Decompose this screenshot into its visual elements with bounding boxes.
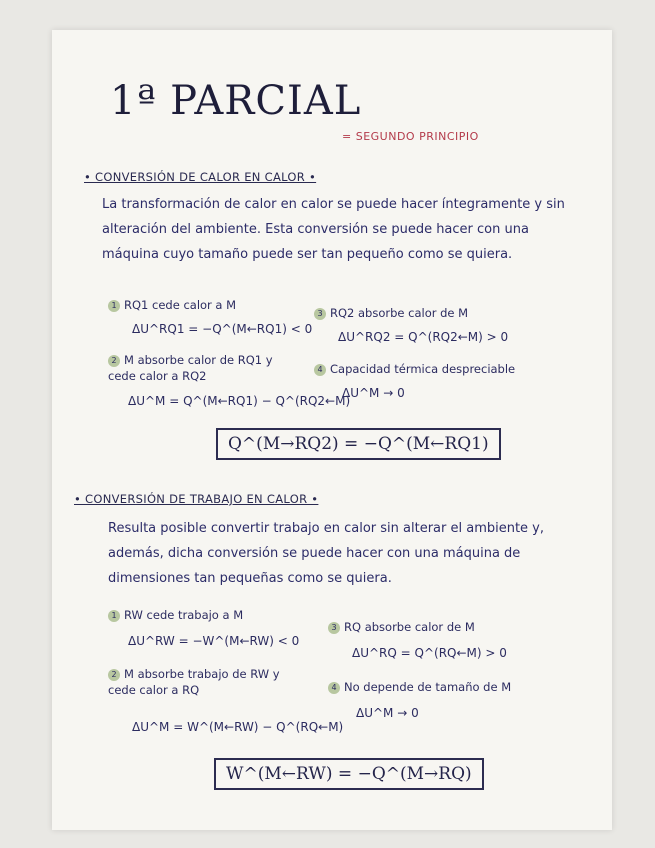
item-number-badge: 3: [328, 622, 340, 634]
section2-item-1-equation: ΔU^RW = −W^(M←RW) < 0: [128, 634, 300, 648]
section1-item-3-equation: ΔU^RQ2 = Q^(RQ2←M) > 0: [338, 330, 509, 344]
section1-result-box: Q^(M→RQ2) = −Q^(M←RQ1): [216, 428, 501, 460]
section2-item-3: [328, 620, 475, 634]
notebook-page: [52, 30, 612, 830]
section2-result-box: W^(M←RW) = −Q^(M→RQ): [214, 758, 484, 790]
section1-item-4: [314, 362, 515, 376]
section1-item-3: [314, 306, 468, 320]
item-text: Capacidad térmica despreciable: [330, 362, 516, 376]
item-text: RQ1 cede calor a M: [124, 298, 237, 312]
section1-paragraph: La transformación de calor en calor se puede hacer íntegramente y sin alteración del ambiente. Esta conversión se puede hacer con una máquina cuyo tamaño puede ser tan pequeño como se quiera.: [102, 197, 565, 262]
item-text: RQ absorbe calor de M: [344, 620, 475, 634]
section1-item-1: [108, 298, 236, 312]
section1-item-1-equation: ΔU^RQ1 = −Q^(M←RQ1) < 0: [132, 322, 313, 336]
item-text: RW cede trabajo a M: [124, 608, 244, 622]
item-number-badge: 1: [108, 610, 120, 622]
section2-item-1: [108, 608, 243, 622]
section2-heading: • CONVERSIÓN DE TRABAJO EN CALOR •: [74, 492, 319, 506]
section2-item-2: [108, 666, 308, 698]
item-text: No depende de tamaño de M: [344, 680, 512, 694]
section1-item-4-equation: ΔU^M → 0: [342, 386, 405, 400]
section2-paragraph: Resulta posible convertir trabajo en calor sin alterar el ambiente y, además, dicha conversión se puede hacer con una máquina de dimensiones tan pequeñas como se quiera.: [108, 521, 545, 586]
item-number-badge: 2: [108, 669, 120, 681]
page-title: 1ª PARCIAL: [110, 78, 362, 124]
item-number-badge: 2: [108, 355, 120, 367]
item-text: M absorbe calor de RQ1 y cede calor a RQ2: [108, 353, 273, 383]
item-number-badge: 4: [328, 682, 340, 694]
section1-item-2-equation: ΔU^M = Q^(M←RQ1) − Q^(RQ2←M): [128, 394, 351, 408]
item-number-badge: 4: [314, 364, 326, 376]
section1-item-2: [108, 352, 298, 384]
section1-heading: • CONVERSIÓN DE CALOR EN CALOR •: [84, 170, 317, 184]
section2-item-2-equation: ΔU^M = W^(M←RW) − Q^(RQ←M): [132, 720, 344, 734]
section2-item-4-equation: ΔU^M → 0: [356, 706, 419, 720]
item-number-badge: 3: [314, 308, 326, 320]
item-text: RQ2 absorbe calor de M: [330, 306, 469, 320]
section2-item-3-equation: ΔU^RQ = Q^(RQ←M) > 0: [352, 646, 507, 660]
section2-item-4: [328, 680, 511, 694]
item-number-badge: 1: [108, 300, 120, 312]
item-text: M absorbe trabajo de RW y cede calor a RQ: [108, 667, 280, 697]
page-subtitle: = SEGUNDO PRINCIPIO: [342, 130, 479, 143]
